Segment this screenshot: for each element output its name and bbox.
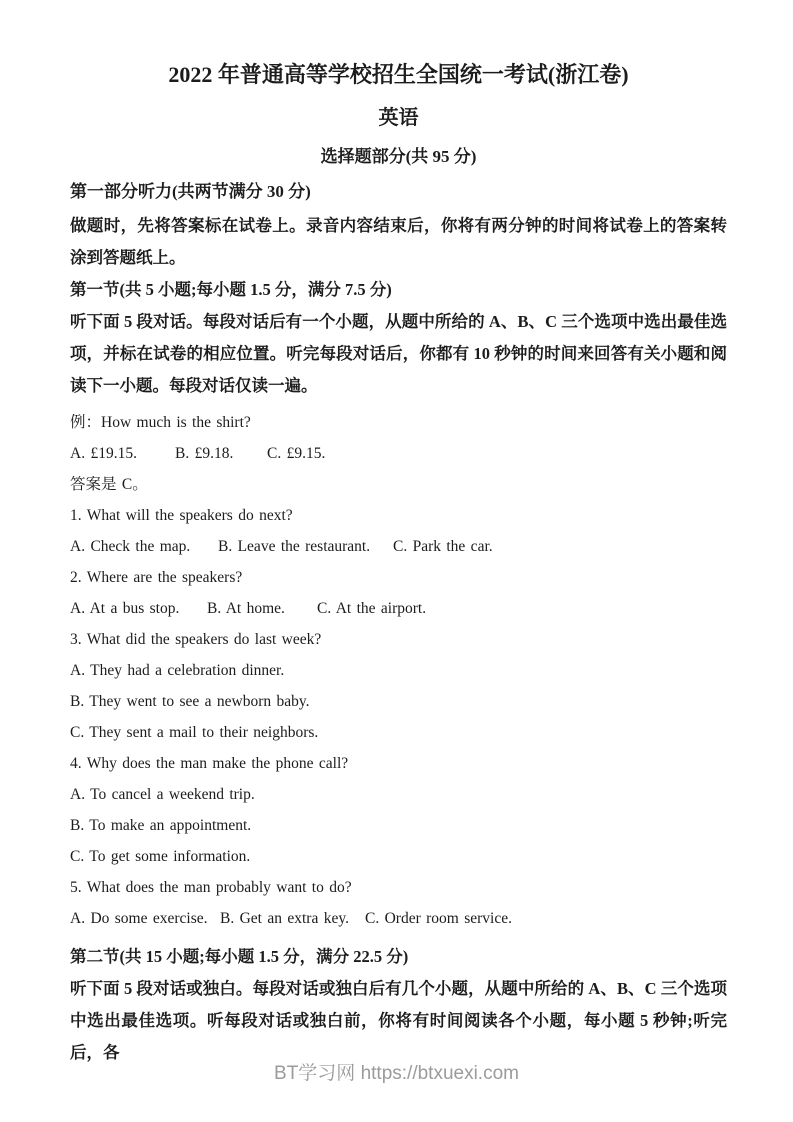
example-option-b: B. £9.18.	[175, 445, 234, 462]
multiple-choice-part-header: 选择题部分(共 95 分)	[320, 147, 477, 166]
watermark-credit: BT学习网 https://btxuexi.com	[274, 1063, 519, 1084]
section2-heading: 第二节(共 15 小题;每小题 1.5 分，满分 22.5 分)	[70, 947, 409, 966]
question-option-c: C. They sent a mail to their neighbors.	[70, 724, 319, 741]
example-options-row	[70, 444, 727, 464]
question-option-a: A. They had a celebration dinner.	[70, 662, 285, 679]
question-options-row	[70, 599, 727, 619]
question-option-a: A. Check the map.	[70, 538, 191, 555]
example-option-c: C. £9.15.	[267, 445, 326, 462]
question-option-c: C. To get some information.	[70, 848, 251, 865]
question-option-a: A. Do some exercise.	[70, 910, 208, 927]
question-prompt: 1. What will the speakers do next?	[70, 507, 293, 524]
example-option-a: A. £19.15.	[70, 445, 137, 462]
question-option-a: A. To cancel a weekend trip.	[70, 786, 255, 803]
question-option-b: B. They went to see a newborn baby.	[70, 693, 310, 710]
section1-instructions: 听下面 5 段对话。每段对话后有一个小题，从题中所给的 A、B、C 三个选项中选出最佳选项，并标在试卷的相应位置。听完每段对话后，你都有 10 秒钟的时间来回答有关小题和阅读下一小题。每段对话仅读一遍。	[70, 312, 727, 395]
question-option-c: C. Park the car.	[393, 538, 493, 555]
question-option-a: A. At a bus stop.	[70, 600, 180, 617]
question-prompt: 2. Where are the speakers?	[70, 569, 243, 586]
listening-general-instructions: 做题时，先将答案标在试卷上。录音内容结束后，你将有两分钟的时间将试卷上的答案转涂到答题纸上。	[70, 216, 727, 267]
question-option-b: B. At home.	[207, 600, 285, 617]
question-options-row	[70, 909, 727, 929]
question-prompt: 5. What does the man probably want to do?	[70, 879, 352, 896]
question-option-b: B. Leave the restaurant.	[218, 538, 371, 555]
question-option-b: B. Get an extra key.	[220, 910, 349, 927]
question-options-row	[70, 537, 727, 557]
question-option-c: C. At the airport.	[317, 600, 427, 617]
section1-heading: 第一节(共 5 小题;每小题 1.5 分，满分 7.5 分)	[70, 280, 392, 299]
section2-instructions: 听下面 5 段对话或独白。每段对话或独白后有几个小题，从题中所给的 A、B、C 三个选项中选出最佳选项。听每段对话或独白前，你将有时间阅读各个小题，每小题 5 秒钟;听完后，各	[70, 979, 727, 1062]
listening-part-heading: 第一部分听力(共两节满分 30 分)	[70, 182, 311, 201]
question-option-c: C. Order room service.	[365, 910, 512, 927]
example-prompt: 例：How much is the shirt?	[70, 414, 251, 431]
question-prompt: 4. Why does the man make the phone call?	[70, 755, 349, 772]
example-answer-note: 答案是 C。	[70, 476, 148, 493]
question-option-b: B. To make an appointment.	[70, 817, 252, 834]
page-title: 2022 年普通高等学校招生全国统一考试(浙江卷)	[168, 62, 629, 87]
question-prompt: 3. What did the speakers do last week?	[70, 631, 322, 648]
subject-title: 英语	[378, 107, 419, 129]
